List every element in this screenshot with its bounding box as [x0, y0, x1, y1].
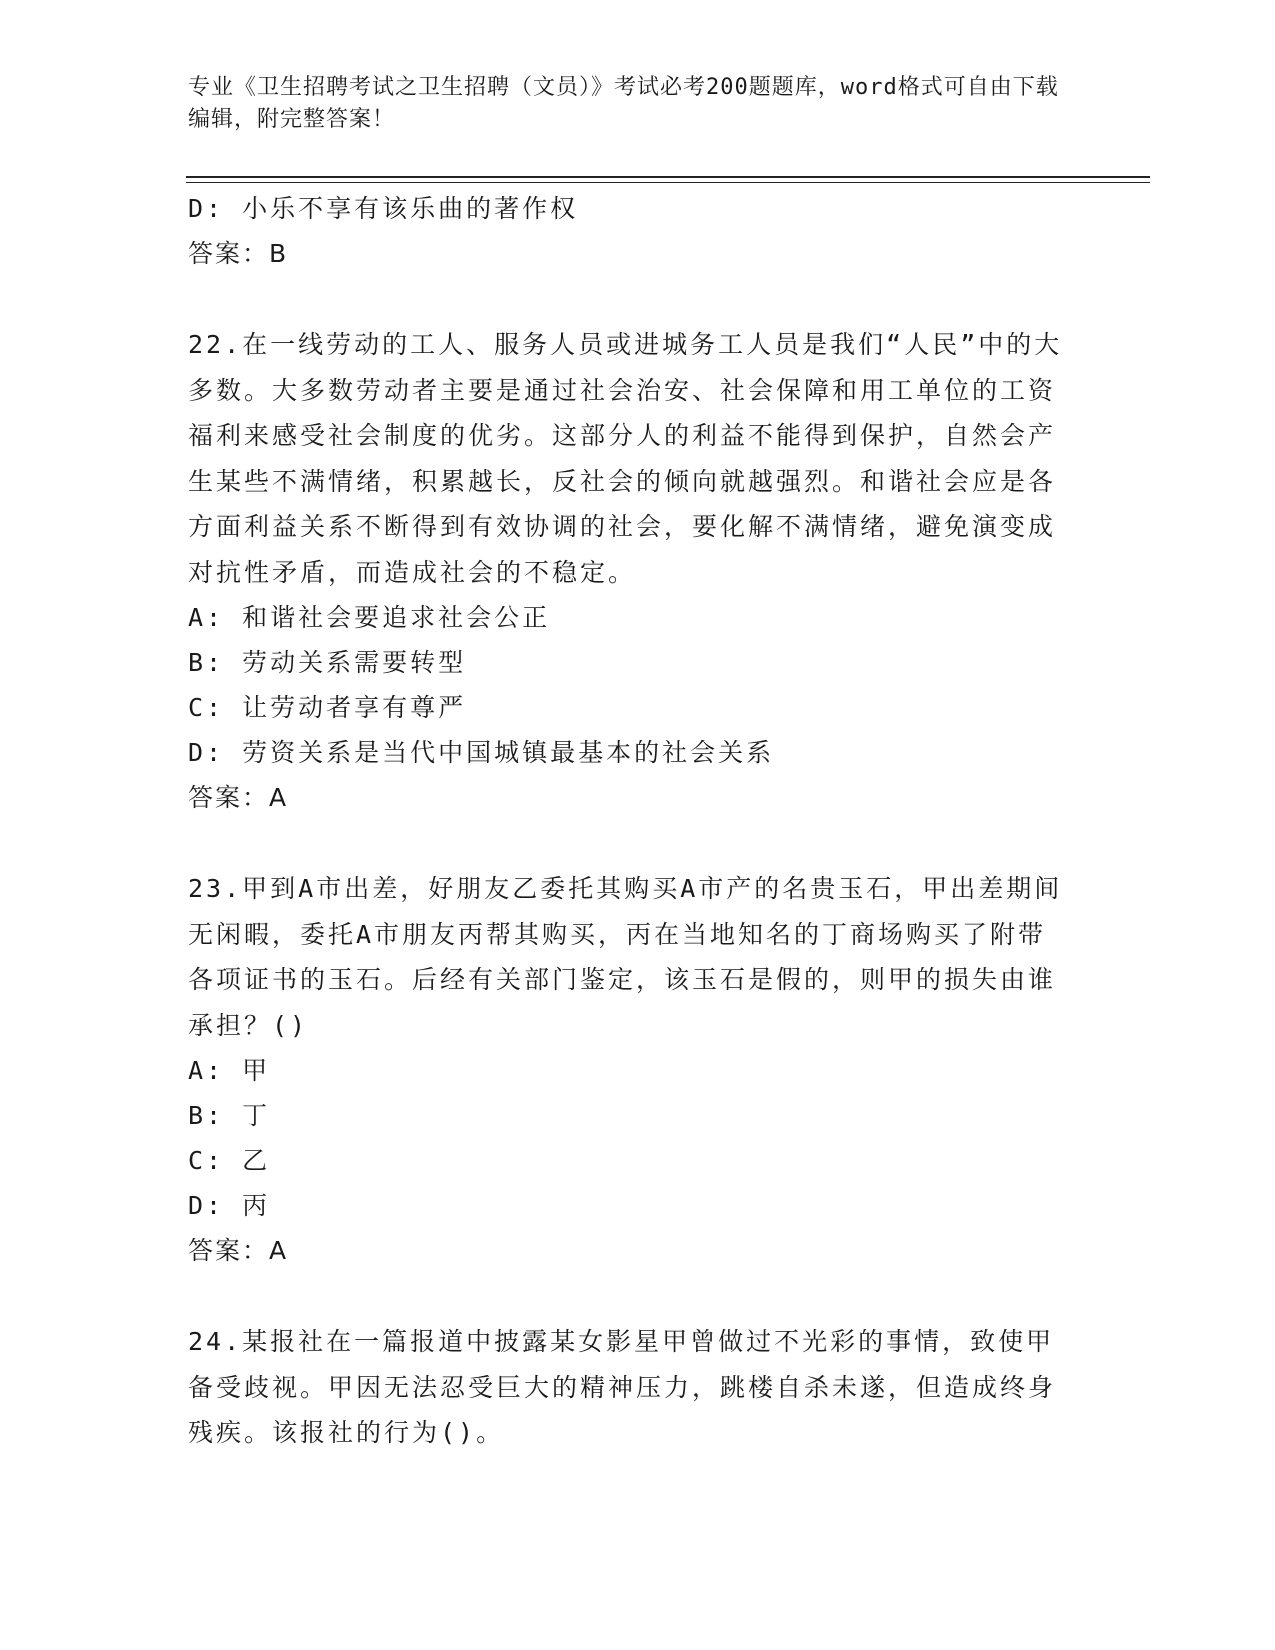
option-d: D: 丙 [188, 1191, 271, 1220]
header-divider-thin [186, 182, 1150, 183]
option-c: C: 乙 [188, 1146, 271, 1175]
page-header: 专业《卫生招聘考试之卫生招聘（文员）》考试必考200题题库，word格式可自由下载编辑，附完整答案！ [188, 75, 1059, 132]
option-d: D: 劳资关系是当代中国城镇最基本的社会关系 [188, 738, 775, 767]
question-22 [188, 322, 1068, 820]
option-b: B: 丁 [188, 1101, 271, 1130]
option-d: D: 小乐不享有该乐曲的著作权 [188, 194, 579, 223]
header-divider [186, 176, 1150, 178]
question-stem: 24.某报社在一篇报道中披露某女影星甲曾做过不光彩的事情，致使甲备受歧视。甲因无法忍受巨大的精神压力，跳楼自杀未遂，但造成终身残疾。该报社的行为()。 [188, 1327, 1057, 1447]
question-stem: 23.甲到A市出差，好朋友乙委托其购买A市产的名贵玉石，甲出差期间无闲暇，委托A市朋友丙帮其购买，丙在当地知名的丁商场购买了附带各项证书的玉石。后经有关部门鉴定，该玉石是假的，则甲的损失由谁承担？() [188, 874, 1063, 1040]
answer-line: 答案：A [188, 783, 289, 812]
question-stem: 22.在一线劳动的工人、服务人员或进城务工人员是我们“人民”中的大多数。大多数劳动者主要是通过社会治安、社会保障和用工单位的工资福利来感受社会制度的优劣。这部分人的利益不能得到保护，自然会产生某些不满情绪，积累越长，反社会的倾向就越强烈。和谐社会应是各方面利益关系不断得到有效协调的社会，要化解不满情绪，避免演变成对抗性矛盾，而造成社会的不稳定。 [188, 330, 1063, 587]
option-a: A: 甲 [188, 1056, 271, 1085]
option-a: A: 和谐社会要追求社会公正 [188, 603, 551, 632]
question-23 [188, 866, 1068, 1273]
document-body [188, 186, 1068, 1456]
answer-line: 答案：B [188, 239, 289, 268]
option-c: C: 让劳动者享有尊严 [188, 693, 467, 722]
answer-line: 答案：A [188, 1236, 289, 1265]
option-b: B: 劳动关系需要转型 [188, 648, 467, 677]
question-24 [188, 1319, 1068, 1456]
